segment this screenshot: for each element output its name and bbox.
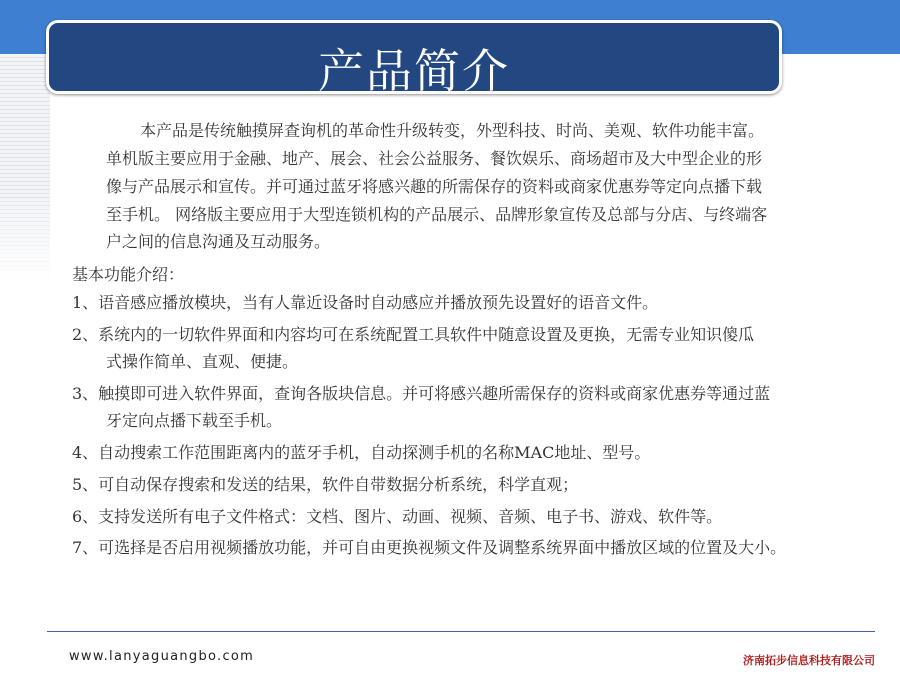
footer-company-name: 济南拓步信息科技有限公司 (743, 654, 875, 667)
feature-2-continuation: 式操作简单、直观、便捷。 (106, 352, 299, 371)
feature-5: 5、可自动保存搜索和发送的结果，软件自带数据分析系统，科学直观； (72, 475, 579, 494)
footer-divider (47, 631, 875, 632)
feature-7: 7、可选择是否启用视频播放功能，并可自由更换视频文件及调整系统界面中播放区域的位置及大小。 (72, 538, 787, 557)
intro-line-1: 本产品是传统触摸屏查询机的革命性升级转变，外型科技、时尚、美观、软件功能丰富。 (140, 121, 765, 140)
footer-website: www.lanyaguangbo.com (69, 649, 255, 664)
feature-2: 2、系统内的一切软件界面和内容均可在系统配置工具软件中随意设置及更换，无需专业知识傻瓜 (72, 325, 755, 344)
feature-1: 1、语音感应播放模块，当有人靠近设备时自动感应并播放预先设置好的语音文件。 (72, 293, 659, 312)
features-heading: 基本功能介绍： (72, 265, 185, 284)
feature-3: 3、触摸即可进入软件界面，查询各版块信息。并可将感兴趣所需保存的资料或商家优惠券等通过蓝 (72, 384, 771, 403)
intro-line-5: 户之间的信息沟通及互动服务。 (106, 232, 331, 251)
page-title: 产品简介 (318, 44, 510, 94)
feature-4: 4、自动搜索工作范围距离内的蓝牙手机，自动探测手机的名称MAC地址、型号。 (72, 443, 651, 462)
intro-line-2: 单机版主要应用于金融、地产、展会、社会公益服务、餐饮娱乐、商场超市及大中型企业的形 (106, 149, 763, 168)
feature-3-continuation: 牙定向点播下载至手机。 (106, 411, 283, 430)
intro-line-3: 像与产品展示和宣传。并可通过蓝牙将感兴趣的所需保存的资料或商家优惠券等定向点播下载 (106, 177, 763, 196)
feature-6: 6、支持发送所有电子文件格式：文档、图片、动画、视频、音频、电子书、游戏、软件等。 (72, 507, 723, 526)
intro-line-4: 至手机。 网络版主要应用于大型连锁机构的产品展示、品牌形象宣传及总部与分店、与终端客 (106, 205, 768, 224)
